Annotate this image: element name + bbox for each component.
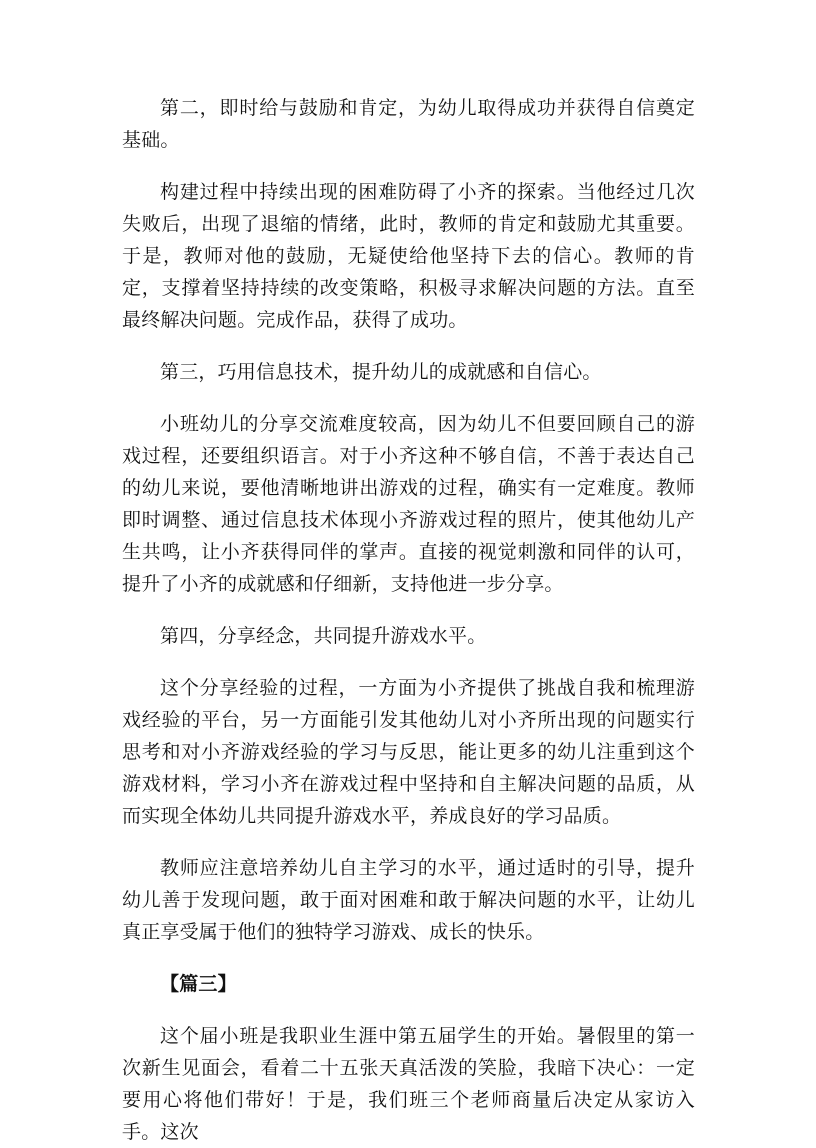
paragraph-5: 第四，分享经念，共同提升游戏水平。 — [160, 625, 487, 647]
section-heading: 【篇三】 — [160, 973, 237, 995]
paragraph-6: 这个分享经验的过程，一方面为小齐提供了挑战自我和梳理游戏经验的平台，另一方面能引发其他幼儿对小齐所出现的问题实行思考和对小齐游戏经验的学习与反思，能让更多的幼儿注重到这个游戏材料，学习小齐在游戏过程中坚持和自主解决问题的品质，从而实现全体幼儿共同提升游戏水平，养成良好的学习品质。 — [122, 677, 695, 827]
paragraph-3: 第三，巧用信息技术，提升幼儿的成就感和自信心。 — [160, 361, 602, 383]
paragraph-1: 第二，即时给与鼓励和肯定，为幼儿取得成功并获得自信奠定基础。 — [122, 97, 695, 151]
document-body — [122, 92, 695, 1148]
paragraph-8: 这个届小班是我职业生涯中第五届学生的开始。暑假里的第一次新生见面会，看着二十五张天真活泼的笑脸，我暗下决心：一定要用心将他们带好！于是，我们班三个老师商量后决定从家访入手。这次 — [122, 1025, 695, 1143]
paragraph-2: 构建过程中持续出现的困难防碍了小齐的探索。当他经过几次失败后，出现了退缩的情绪，此时，教师的肯定和鼓励尤其重要。于是，教师对他的鼓励，无疑使给他坚持下去的信心。教师的肯定，支撑着坚持持续的改变策略，积极寻求解决问题的方法。直至最终解决问题。完成作品，获得了成功。 — [122, 181, 695, 331]
paragraph-7: 教师应注意培养幼儿自主学习的水平，通过适时的引导，提升幼儿善于发现问题，敢于面对困难和敢于解决问题的水平，让幼儿真正享受属于他们的独特学习游戏、成长的快乐。 — [122, 857, 695, 943]
paragraph-4: 小班幼儿的分享交流难度较高，因为幼儿不但要回顾自己的游戏过程，还要组织语言。对于小齐这种不够自信，不善于表达自己的幼儿来说，要他清晰地讲出游戏的过程，确实有一定难度。教师即时调整、通过信息技术体现小齐游戏过程的照片，使其他幼儿产生共鸣，让小齐获得同伴的掌声。直接的视觉刺激和同伴的认可，提升了小齐的成就感和仔细新，支持他进一步分享。 — [122, 413, 695, 595]
